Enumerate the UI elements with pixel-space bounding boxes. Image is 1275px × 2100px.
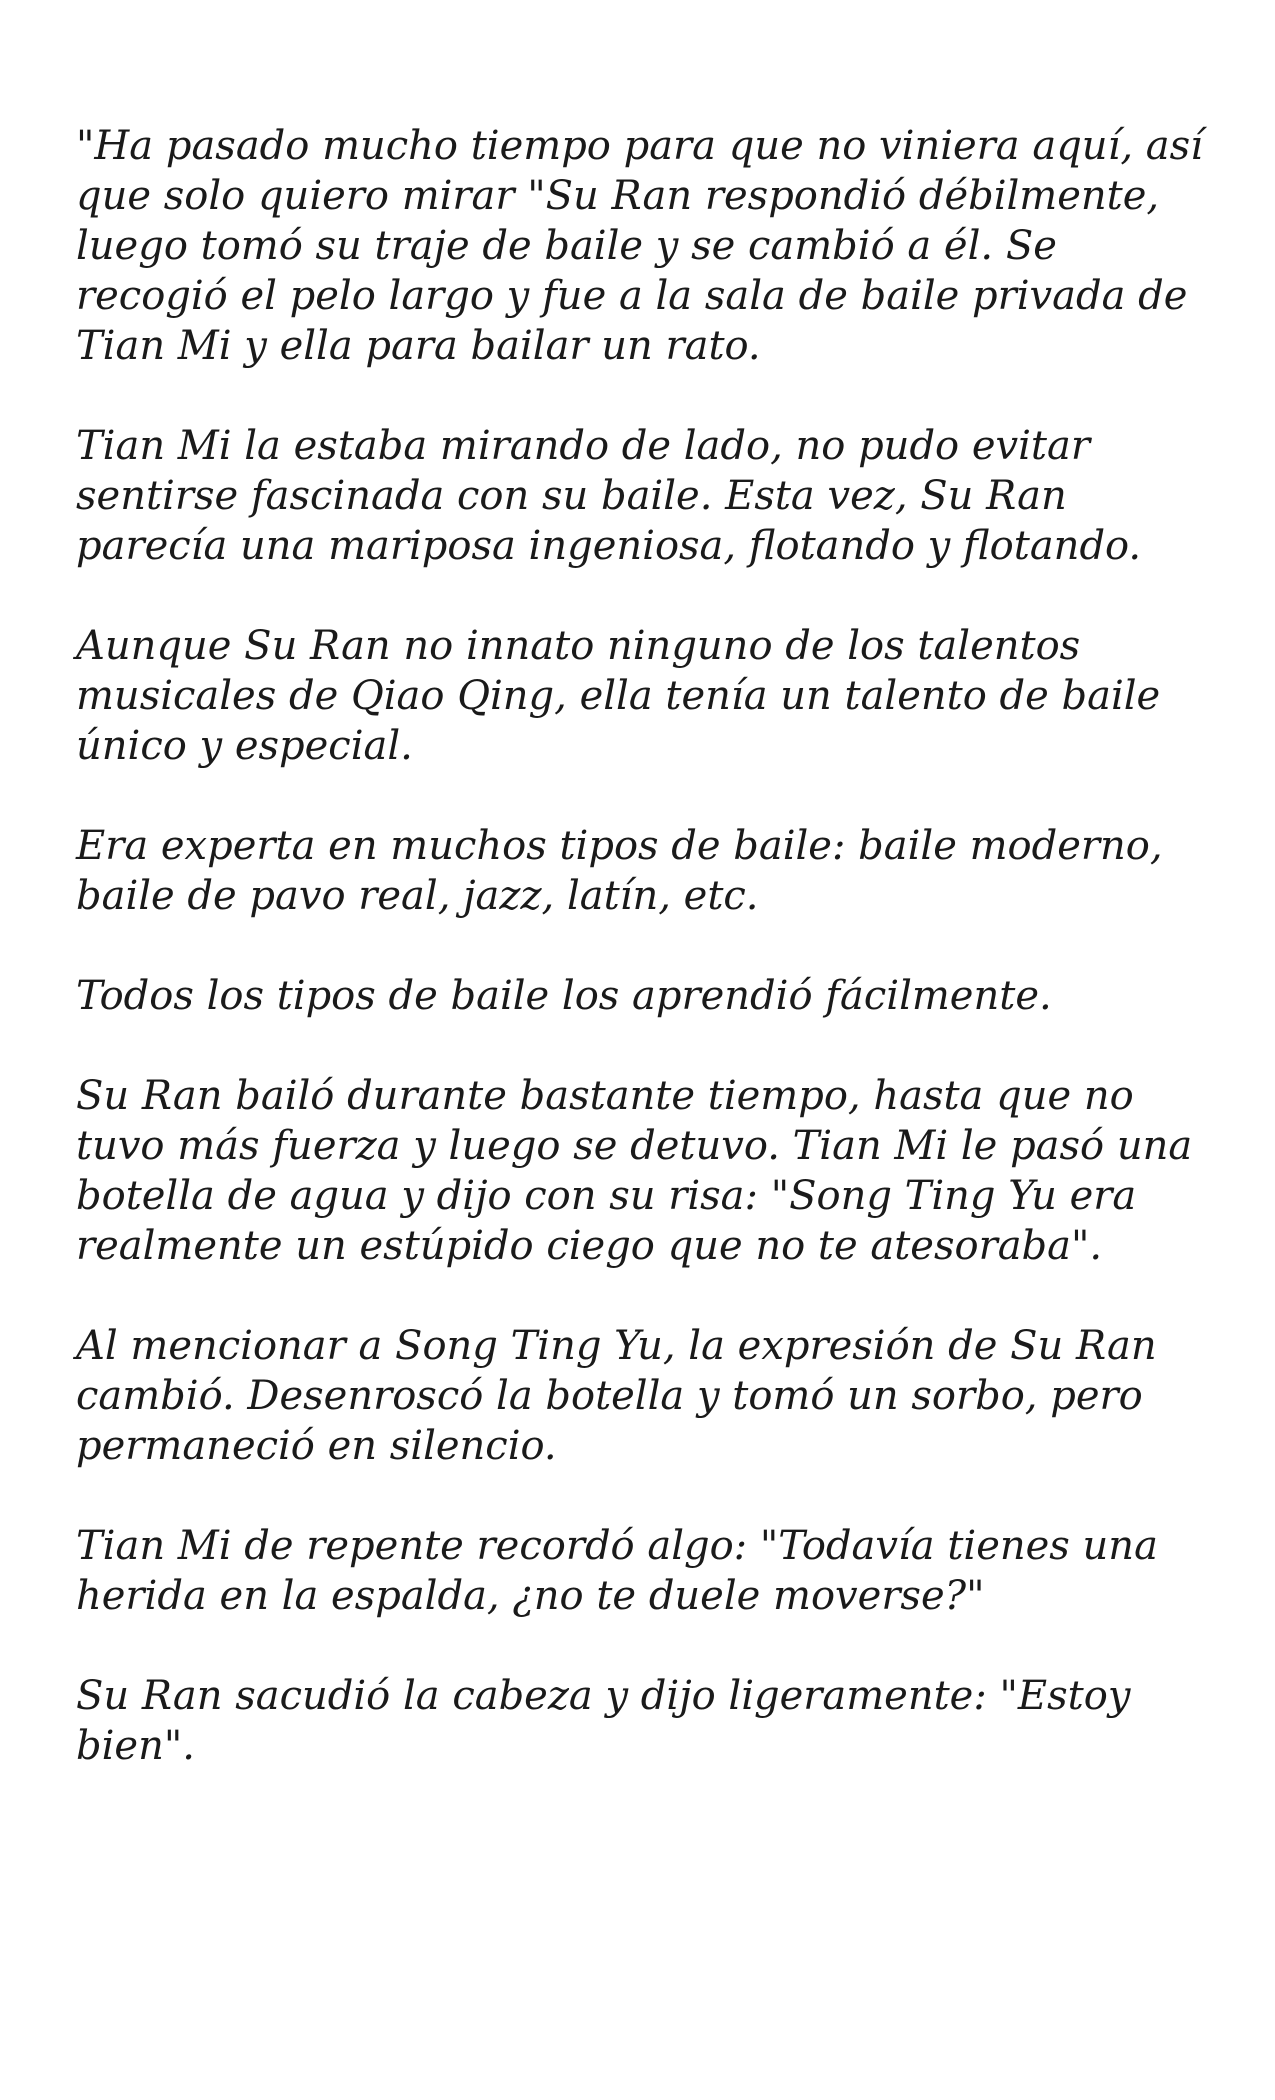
paragraph-9: Su Ran sacudió la cabeza y dijo ligeramente: "Estoy bien". — [76, 1673, 1131, 1769]
paragraph-5: Todos los tipos de baile los aprendió fácilmente. — [76, 973, 1052, 1019]
paragraph-1: "Ha pasado mucho tiempo para que no viniera aquí, así que solo quiero mirar "Su Ran respondió débilmente, luego tomó su traje de baile y se cambió a él. Se recogió el pelo largo y fue a la sala de baile privada de Tian Mi y ella para bailar un rato. — [76, 123, 1203, 369]
paragraph-3: Aunque Su Ran no innato ninguno de los talentos musicales de Qiao Qing, ella tenía un talento de baile único y especial. — [76, 623, 1161, 769]
paragraph-6: Su Ran bailó durante bastante tiempo, hasta que no tuvo más fuerza y luego se detuvo. Tian Mi le pasó una botella de agua y dijo con su risa: "Song Ting Yu era realmente un estúpido ciego que no te atesoraba". — [76, 1073, 1193, 1269]
paragraph-7: Al mencionar a Song Ting Yu, la expresión de Su Ran cambió. Desenroscó la botella y tomó un sorbo, pero permaneció en silencio. — [76, 1323, 1157, 1469]
paragraph-2: Tian Mi la estaba mirando de lado, no pudo evitar sentirse fascinada con su baile. Esta vez, Su Ran parecía una mariposa ingeniosa, flotando y flotando. — [76, 423, 1142, 569]
paragraph-8: Tian Mi de repente recordó algo: "Todavía tienes una herida en la espalda, ¿no te duele moverse?" — [76, 1523, 1158, 1619]
text-column — [76, 121, 1216, 1821]
paragraph-4: Era experta en muchos tipos de baile: baile moderno, baile de pavo real, jazz, latín, etc. — [76, 823, 1163, 919]
